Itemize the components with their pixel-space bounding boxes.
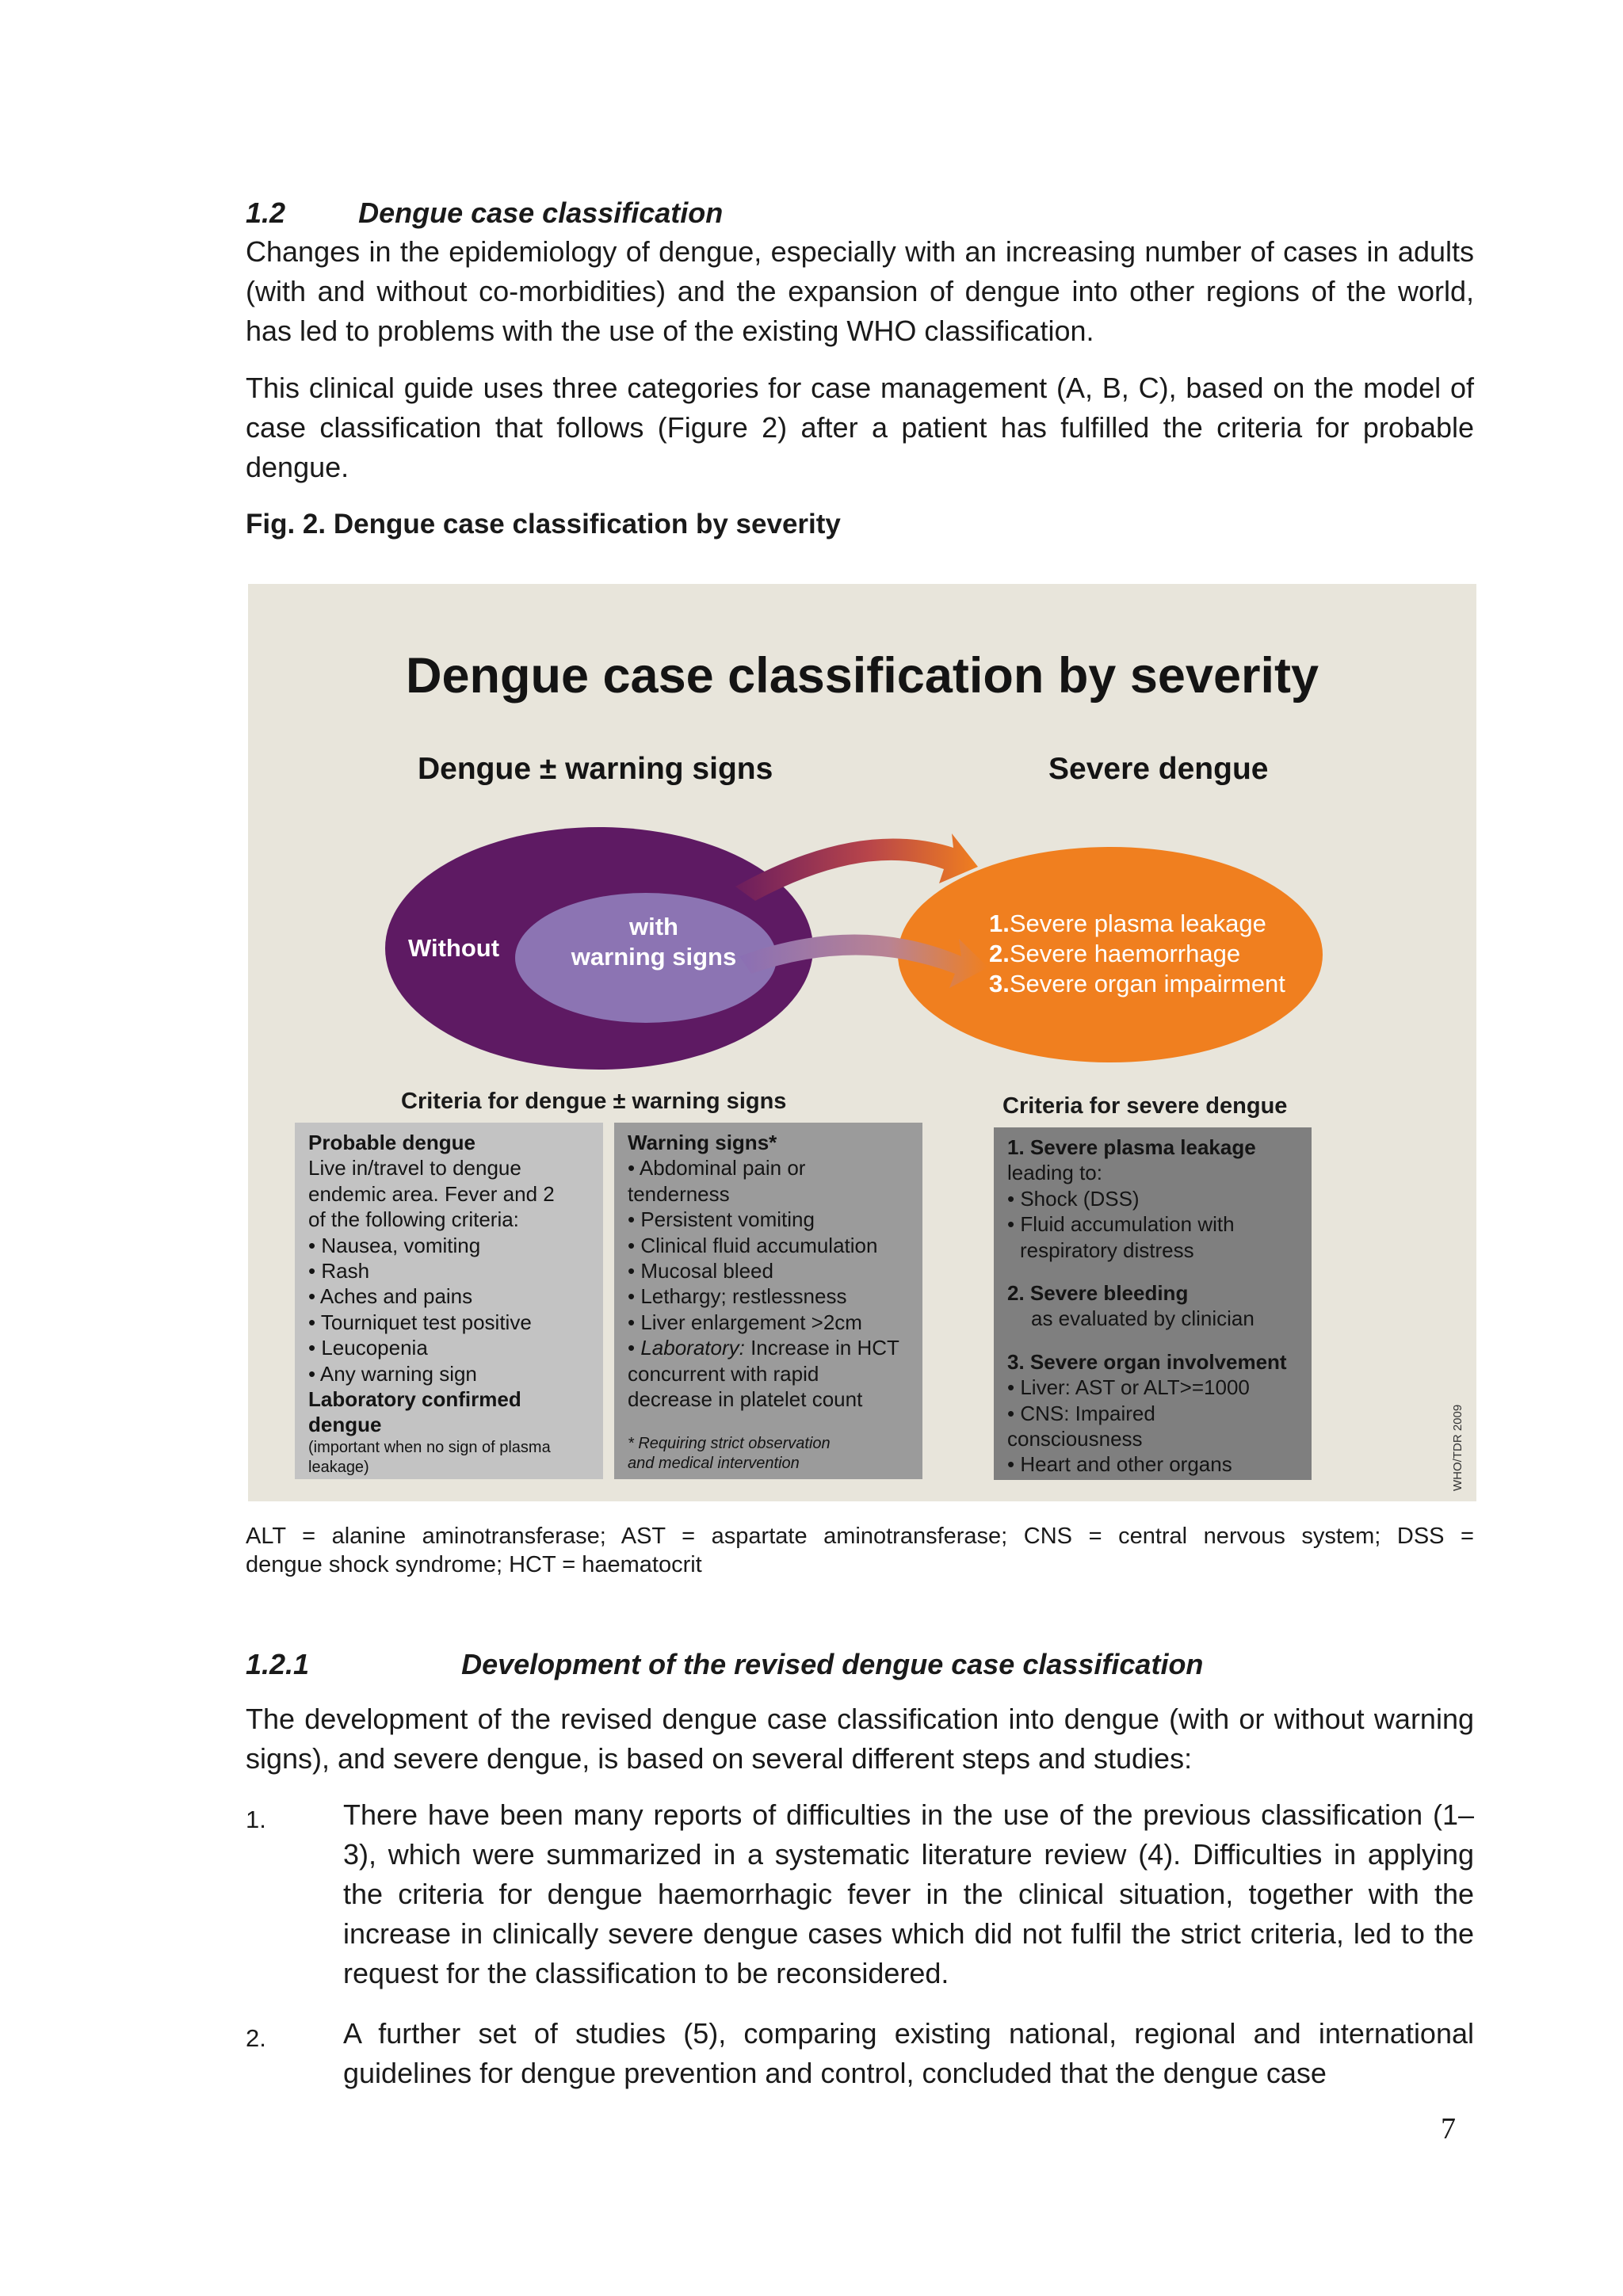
abbreviations-line: ALT = alanine aminotransferase; AST = aspartate aminotransferase; CNS = central nervous system; DSS = [246, 1524, 1474, 1549]
classification-diagram [248, 584, 1476, 1075]
severe-criteria-line: as evaluated by clinician [1031, 1306, 1254, 1331]
probable-line: • Leucopenia [308, 1336, 428, 1360]
severe-item: 2.Severe haemorrhage [989, 940, 1241, 967]
probable-line: • Aches and pains [308, 1284, 473, 1309]
credit-text: WHO/TDR 2009 [1451, 1404, 1465, 1491]
criteria-severe-heading: Criteria for severe dengue [1002, 1093, 1288, 1119]
lab-confirmed-title: Laboratory confirmed [308, 1387, 521, 1412]
severe-criteria-heading: 3. Severe organ involvement [1007, 1349, 1287, 1374]
list-item: A further set of studies (5), comparing existing national, regional and international guidelines for dengue prevention and control, concluded that the dengue case [343, 2017, 1474, 2089]
warning-line: concurrent with rapid [628, 1361, 819, 1386]
severe-criteria-line: • CNS: Impaired [1007, 1401, 1155, 1425]
probable-note: (important when no sign of plasma [308, 1438, 551, 1456]
list-item: There have been many reports of difficulties in the use of the previous classification (1–3), which were summarized in a systematic literature review (4). Difficulties in applying the criteria for dengue haemorrhagic fever in the clinical situation, together with the increase in clinically severe dengue cases which did not fulfil the strict criteria, led to the request for the classification to be reconsidered. [343, 1798, 1474, 1989]
severe-dengue-heading: Severe dengue [1048, 752, 1269, 786]
probable-title: Probable dengue [308, 1131, 475, 1154]
probable-line: • Nausea, vomiting [308, 1233, 481, 1257]
figure-panel [248, 584, 1476, 1501]
paragraph: This clinical guide uses three categories for case management (A, B, C), based on the model of case classification that follows (Figure 2) after a patient has fulfilled the criteria for probable dengue. [246, 372, 1474, 483]
severe-criteria-box [994, 1127, 1312, 1480]
probable-line: Live in/travel to dengue [308, 1156, 521, 1180]
criteria-warning-heading: Criteria for dengue ± warning signs [401, 1089, 787, 1114]
list-number: 1. [246, 1806, 266, 1833]
severe-item: 3.Severe organ impairment [989, 970, 1285, 997]
dengue-warning-heading: Dengue ± warning signs [418, 752, 773, 786]
severe-criteria-line: • Fluid accumulation with [1007, 1212, 1235, 1237]
warning-line: • Abdominal pain or [628, 1156, 806, 1180]
without-label: Without [408, 934, 500, 962]
warning-signs-label-line: warning signs [571, 943, 737, 971]
probable-line: • Rash [308, 1259, 370, 1283]
probable-line: endemic area. Fever and 2 [308, 1181, 555, 1206]
severe-criteria-line: consciousness [1007, 1427, 1143, 1451]
severe-criteria-line: • Liver: AST or ALT>=1000 [1007, 1375, 1250, 1400]
warning-line: • Liver enlargement >2cm [628, 1310, 862, 1334]
warning-footnote: * Requiring strict observation [628, 1435, 831, 1453]
warning-line: • Lethargy; restlessness [628, 1284, 847, 1309]
probable-line: of the following criteria: [308, 1207, 519, 1232]
figure-caption: Fig. 2. Dengue case classification by severity [246, 509, 841, 540]
section-title: Dengue case classification [358, 196, 724, 229]
subsection-heading [246, 1648, 1203, 1681]
severe-criteria-list [989, 909, 1285, 999]
warning-line: • Persistent vomiting [628, 1207, 815, 1232]
warning-signs-box [614, 1123, 922, 1479]
severe-criteria-heading: 1. Severe plasma leakage [1007, 1135, 1256, 1159]
warning-line: • Mucosal bleed [628, 1259, 773, 1283]
with-label-line: with [629, 913, 678, 940]
section-number: 1.2 [246, 196, 286, 229]
probable-dengue-box [295, 1123, 603, 1479]
probable-line: • Tourniquet test positive [308, 1310, 532, 1334]
abbreviations [246, 1522, 1474, 1579]
severe-criteria-line: respiratory distress [1020, 1238, 1194, 1262]
list-number: 2. [246, 2024, 266, 2052]
page-number: 7 [1441, 2112, 1456, 2145]
probable-line: • Any warning sign [308, 1361, 477, 1386]
warning-line: tenderness [628, 1181, 730, 1206]
severe-criteria-line: leading to: [1007, 1161, 1102, 1185]
warning-title: Warning signs* [628, 1131, 777, 1154]
warning-line: decrease in platelet count [628, 1387, 863, 1412]
lab-confirmed-title: dengue [308, 1413, 382, 1437]
severe-item: 1.Severe plasma leakage [989, 910, 1266, 937]
subsection-title: Development of the revised dengue case classification [461, 1648, 1204, 1680]
warning-line: • Clinical fluid accumulation [628, 1233, 878, 1257]
with-warning-label [555, 912, 753, 972]
severe-criteria-line: • Heart and other organs [1007, 1452, 1232, 1477]
figure-title: Dengue case classification by severity [405, 648, 1319, 704]
paragraph: The development of the revised dengue case classification into dengue (with or without warning signs), and severe dengue, is based on several different steps and studies: [246, 1703, 1474, 1775]
warning-lab-line: • Laboratory: Increase in HCT [628, 1336, 899, 1360]
subsection-number: 1.2.1 [246, 1648, 310, 1680]
warning-footnote: and medical intervention [628, 1455, 800, 1473]
section-heading [246, 196, 723, 230]
probable-note: leakage) [308, 1458, 369, 1476]
paragraph: Changes in the epidemiology of dengue, especially with an increasing number of cases in adults (with and without co-morbidities) and the expansion of dengue into other regions of the world, has led to problems with the use of the existing WHO classification. [246, 235, 1474, 347]
abbreviations-line: dengue shock syndrome; HCT = haematocrit [246, 1552, 702, 1577]
severe-criteria-line: • Shock (DSS) [1007, 1186, 1140, 1211]
severe-criteria-heading: 2. Severe bleeding [1007, 1281, 1189, 1306]
